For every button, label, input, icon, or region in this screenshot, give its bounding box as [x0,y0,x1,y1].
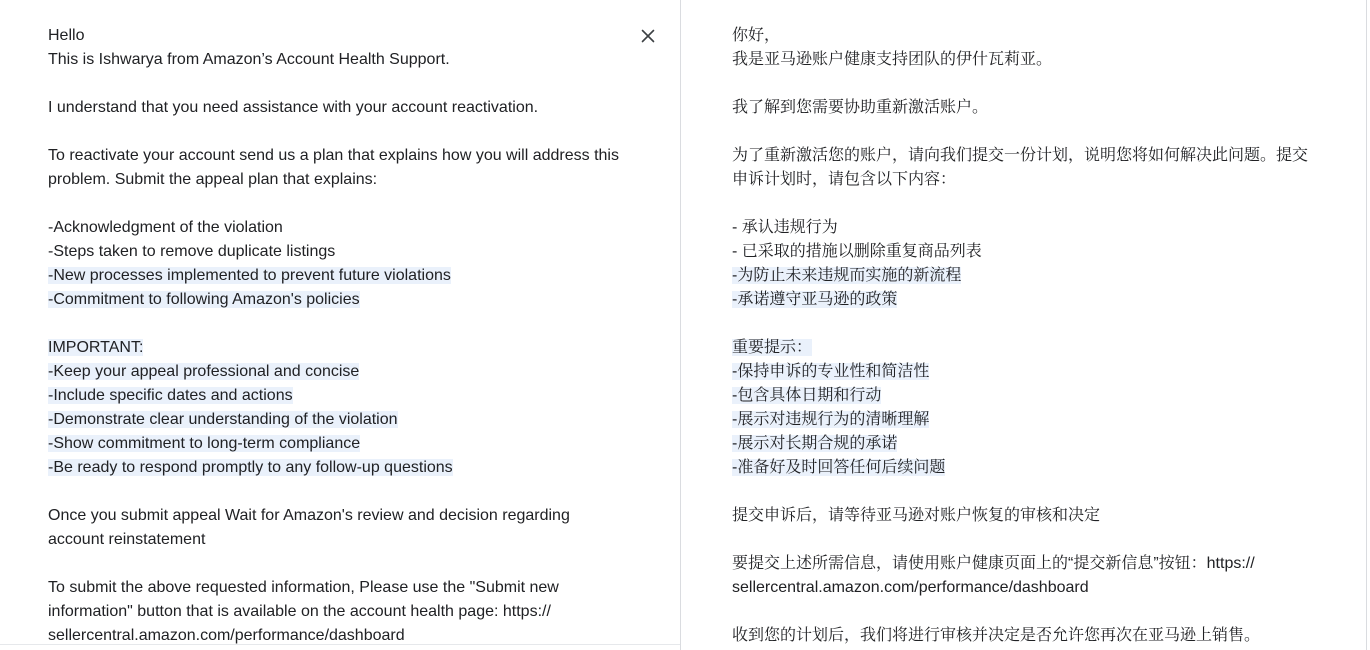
source-line: Hello [48,27,85,44]
target-line: - 承认违规行为 [732,219,838,236]
source-line-highlighted: -New processes implemented to prevent future violations [48,267,451,284]
target-line [732,600,1322,624]
target-line: - 已采取的措施以删除重复商品列表 [732,243,982,260]
right-pane-border [1366,0,1367,650]
source-text [48,24,638,648]
target-line [732,480,1322,504]
source-line-highlighted: -Include specific dates and actions [48,387,293,404]
target-line-highlighted: -包含具体日期和行动 [732,387,882,404]
source-pane-bottom-divider [0,644,680,645]
source-line-highlighted: IMPORTANT: [48,339,144,356]
source-line-highlighted: -Keep your appeal professional and concise [48,363,360,380]
target-line: 收到您的计划后，我们将进行审核并决定是否允许您再次在亚马逊上销售。 [732,627,1261,644]
target-line: 你好， [732,27,781,44]
target-line-highlighted: -承诺遵守亚马逊的政策 [732,291,898,308]
target-line [732,312,1322,336]
source-line-highlighted: -Be ready to respond promptly to any follow-up questions [48,459,453,476]
target-line: 要提交上述所需信息，请使用账户健康页面上的“提交新信息”按钮：https:// [732,555,1255,572]
source-line: Once you submit appeal Wait for Amazon's review and decision regarding [48,507,570,524]
target-line [732,120,1322,144]
target-line: 我是亚马逊账户健康支持团队的伊什瓦莉亚。 [732,51,1053,68]
target-line: 提交申诉后，请等待亚马逊对账户恢复的审核和决定 [732,507,1101,524]
target-line-highlighted: -保持申诉的专业性和简洁性 [732,363,930,380]
source-line [48,552,638,576]
translated-text [732,24,1322,648]
clear-source-button[interactable] [636,24,660,48]
target-line [732,528,1322,552]
source-line: sellercentral.amazon.com/performance/dashboard [48,627,405,644]
target-line: sellercentral.amazon.com/performance/dashboard [732,579,1089,596]
source-line: This is Ishwarya from Amazon’s Account Health Support. [48,51,450,68]
source-line [48,120,638,144]
source-line [48,72,638,96]
source-line [48,312,638,336]
translated-text-pane[interactable] [681,0,1366,650]
target-line-highlighted: -展示对违规行为的清晰理解 [732,411,930,428]
target-line-highlighted: -为防止未来违规而实施的新流程 [732,267,962,284]
source-line: To submit the above requested information, Please use the "Submit new [48,579,559,596]
source-text-pane[interactable] [0,0,681,650]
target-line-highlighted: -准备好及时回答任何后续问题 [732,459,946,476]
source-line: problem. Submit the appeal plan that explains: [48,171,378,188]
source-line-highlighted: -Demonstrate clear understanding of the violation [48,411,398,428]
target-line-highlighted: 重要提示： [732,339,813,356]
source-line: -Steps taken to remove duplicate listings [48,243,336,260]
source-line-highlighted: -Show commitment to long-term compliance [48,435,361,452]
source-line: -Acknowledgment of the violation [48,219,283,236]
source-line [48,192,638,216]
close-icon [636,24,660,48]
target-line-highlighted: -展示对长期合规的承诺 [732,435,898,452]
source-line: account reinstatement [48,531,206,548]
source-line: information" button that is available on the account health page: https:// [48,603,551,620]
target-line: 为了重新激活您的账户，请向我们提交一份计划，说明您将如何解决此问题。提交 [732,147,1309,164]
source-line-highlighted: -Commitment to following Amazon's policies [48,291,360,308]
target-line [732,72,1322,96]
source-line: I understand that you need assistance with your account reactivation. [48,99,539,116]
target-line: 申诉计划时，请包含以下内容： [732,171,957,188]
source-line [48,480,638,504]
target-line [732,192,1322,216]
target-line: 我了解到您需要协助重新激活账户。 [732,99,989,116]
source-line: To reactivate your account send us a plan that explains how you will address this [48,147,619,164]
